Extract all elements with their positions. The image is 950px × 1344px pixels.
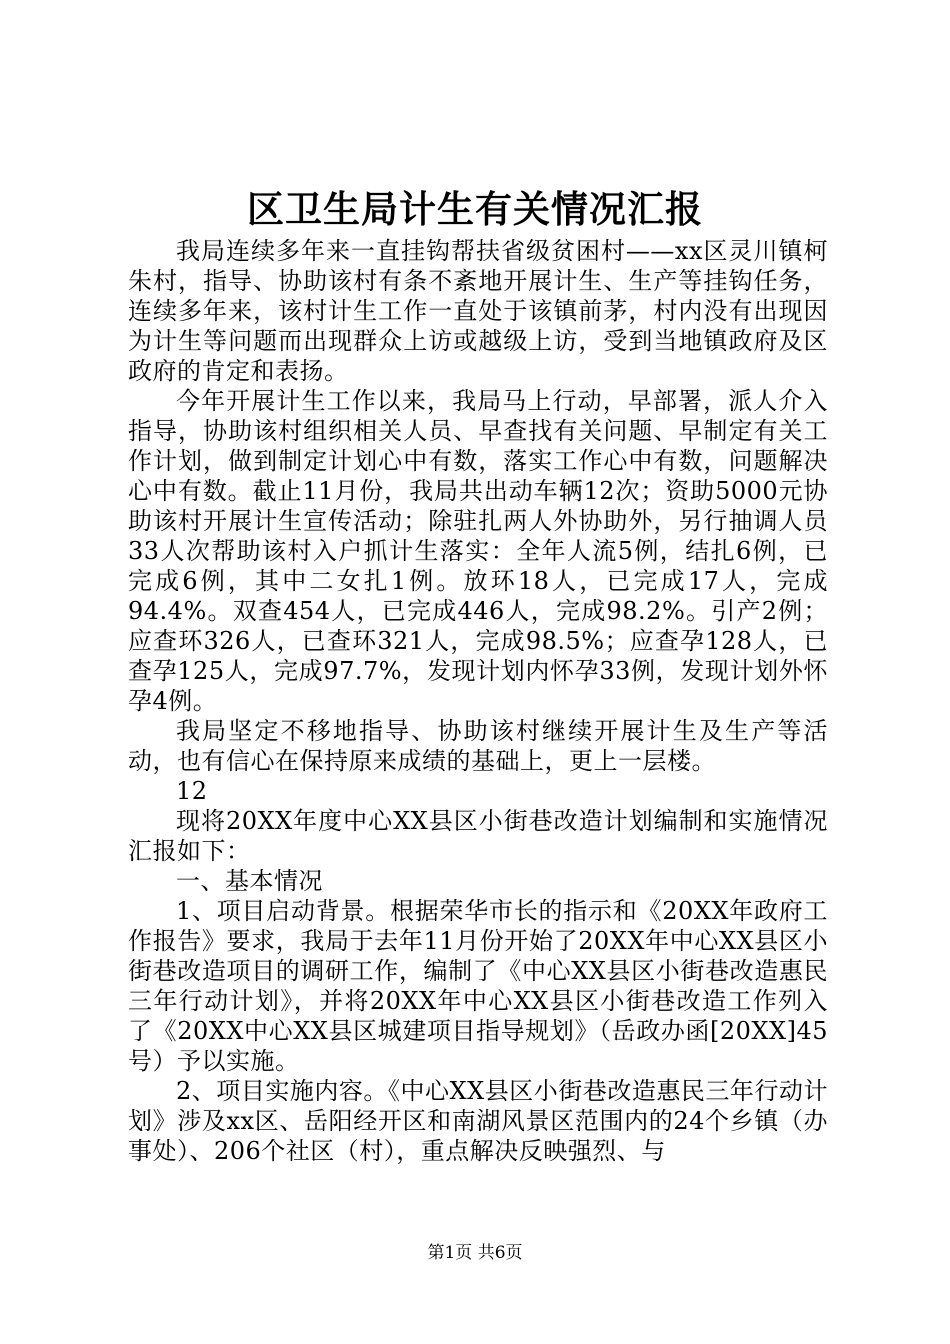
paragraph: 2、项目实施内容。《中心XX县区小街巷改造惠民三年行动计划》涉及xx区、岳阳经开区和南湖风景区范围内的24个乡镇（办事处）、206个社区（村），重点解决反映强烈、与 <box>128 1077 828 1165</box>
paragraph: 我局坚定不移地指导、协助该村继续开展计生及生产等活动，也有信心在保持原来成绩的基础上，更上一层楼。 <box>128 717 828 775</box>
paragraph: 我局连续多年来一直挂钩帮扶省级贫困村——xx区灵川镇柯朱村，指导、协助该村有条不紊地开展计生、生产等挂钩任务，连续多年来，该村计生工作一直处于该镇前茅，村内没有出现因为计生等问题而出现群众上访或越级上访，受到当地镇政府及区政府的肯定和表扬。 <box>128 237 828 385</box>
paragraph: 今年开展计生工作以来，我局马上行动，早部署，派人介入指导，协助该村组织相关人员、早查找有关问题、早制定有关工作计划，做到制定计划心中有数，落实工作心中有数，问题解决心中有数。截止11月份，我局共出动车辆12次；资助5000元协助该村开展计生宣传活动；除驻扎两人外协助外，另行抽调人员33人次帮助该村入户抓计生落实：全年人流5例，结扎6例，已完成6例，其中二女扎1例。放环18人，已完成17人，完成94.4%。双查454人，已完成446人，完成98.2%。引产2例；应查环326人，已查环321人，完成98.5%；应查孕128人，已查孕125人，完成97.7%，发现计划内怀孕33例，发现计划外怀孕4例。 <box>128 387 828 715</box>
section-heading: 一、基本情况 <box>176 867 323 895</box>
paragraph: 现将20XX年度中心XX县区小街巷改造计划编制和实施情况汇报如下： <box>128 807 828 865</box>
paragraph: 12 <box>176 777 208 805</box>
document-title: 区卫生局计生有关情况汇报 <box>247 187 703 231</box>
document-body <box>128 236 828 1166</box>
paragraph: 1、项目启动背景。根据荣华市长的指示和《20XX年政府工作报告》要求，我局于去年11月份开始了20XX年中心XX县区小街巷改造项目的调研工作，编制了《中心XX县区小街巷改造惠民三年行动计划》，并将20XX年中心XX县区小街巷改造工作列入了《20XX中心XX县区城建项目指导规划》（岳政办函[20XX]45号）予以实施。 <box>128 897 828 1075</box>
page-footer: 第1页 共6页 <box>427 1243 523 1263</box>
